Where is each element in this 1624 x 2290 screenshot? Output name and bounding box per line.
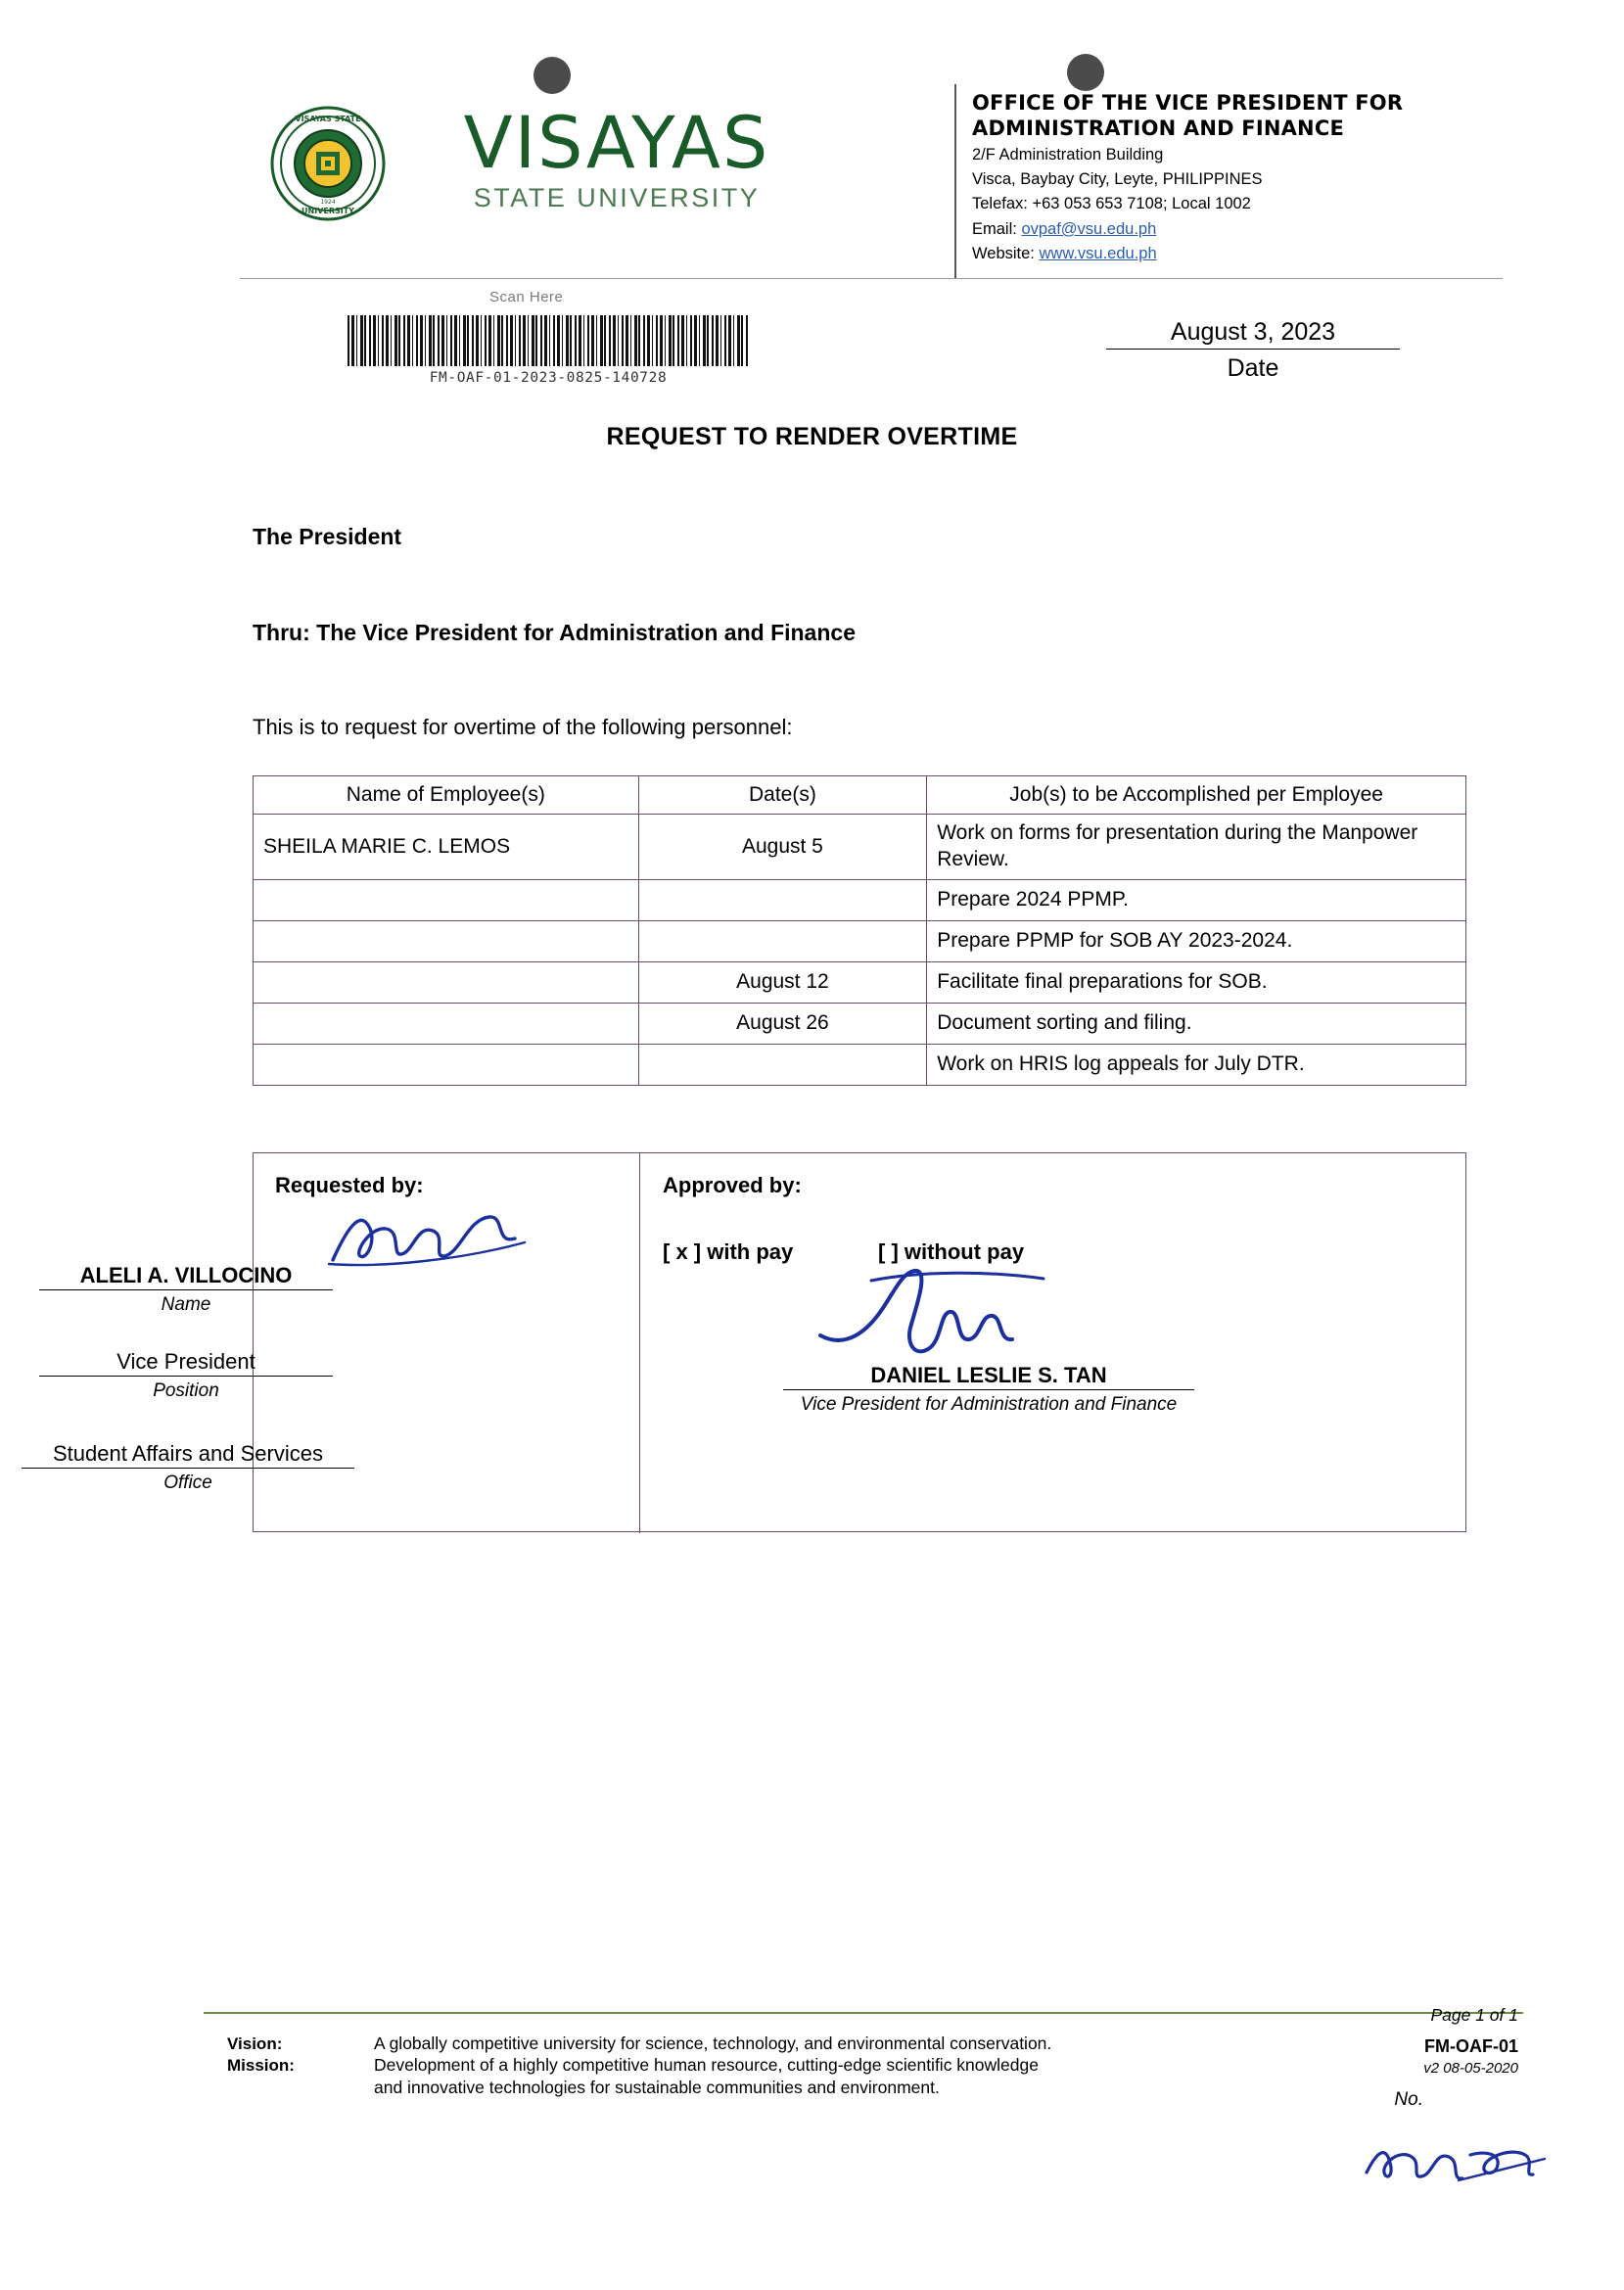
mission-label: Mission: [227, 2056, 295, 2075]
svg-text:UNIVERSITY: UNIVERSITY [302, 207, 354, 215]
table-header-row [254, 776, 1466, 815]
requester-office-caption: Office [163, 1472, 212, 1493]
university-name: VISAYAS [463, 102, 770, 185]
university-subname: STATE UNIVERSITY [473, 183, 761, 212]
requested-by-label: Requested by: [275, 1173, 424, 1197]
control-number-handwritten [1361, 2129, 1547, 2203]
cell-date [638, 879, 927, 920]
signature-block [253, 1152, 1466, 1532]
cell-date [638, 1044, 927, 1085]
cell-job: Facilitate final preparations for SOB. [927, 961, 1466, 1003]
requester-position: Vice President [39, 1349, 333, 1377]
university-seal-logo [270, 106, 386, 221]
addressee-president: The President [253, 524, 402, 549]
cell-employee-name [254, 1044, 639, 1085]
page-title: REQUEST TO RENDER OVERTIME [606, 423, 1018, 450]
cell-job: Prepare PPMP for SOB AY 2023-2024. [927, 920, 1466, 961]
header-horizontal-rule [240, 278, 1503, 279]
mission-text-line1: Development of a highly competitive human resource, cutting-edge scientific knowledge [374, 2055, 1039, 2075]
university-wordmark [411, 102, 822, 213]
vision-text: A globally competitive university for science, technology, and environmental conservation. [374, 2033, 1052, 2053]
requester-office: Student Affairs and Services [22, 1441, 354, 1469]
control-number-label: No. [1394, 2089, 1423, 2110]
document-date-value: August 3, 2023 [1106, 318, 1400, 350]
table-header-job: Job(s) to be Accomplished per Employee [927, 776, 1466, 815]
cell-job: Prepare 2024 PPMP. [927, 879, 1466, 920]
scan-here-label: Scan Here [489, 289, 564, 305]
office-telefax: Telefax: +63 053 653 7108; Local 1002 [972, 195, 1251, 213]
table-row [254, 815, 1466, 880]
page-number: Page 1 of 1 [1430, 2005, 1518, 2025]
approver-name: DANIEL LESLIE S. TAN [783, 1363, 1194, 1390]
cell-employee-name [254, 1003, 639, 1044]
without-pay-checkbox[interactable]: [ ] without pay [878, 1239, 1025, 1264]
cell-date: August 26 [638, 1003, 927, 1044]
signature-block-divider [639, 1153, 640, 1533]
svg-text:VISAYAS STATE: VISAYAS STATE [295, 115, 361, 123]
cell-employee-name [254, 961, 639, 1003]
approved-by-label: Approved by: [663, 1173, 802, 1197]
barcode-image [348, 315, 749, 366]
cell-date: August 12 [638, 961, 927, 1003]
cell-job: Work on HRIS log appeals for July DTR. [927, 1044, 1466, 1085]
office-email-link[interactable]: ovpaf@vsu.edu.ph [1021, 219, 1157, 238]
cell-employee-name: SHEILA MARIE C. LEMOS [254, 815, 639, 880]
requester-name: ALELI A. VILLOCINO [39, 1263, 333, 1290]
intro-paragraph: This is to request for overtime of the following personnel: [253, 715, 793, 739]
form-code: FM-OAF-01 [1424, 2036, 1518, 2056]
header-vertical-rule [954, 84, 956, 278]
requester-name-caption: Name [161, 1294, 211, 1315]
with-pay-checkbox[interactable]: [ x ] with pay [663, 1239, 794, 1264]
office-website-label: Website: [972, 245, 1035, 263]
overtime-table [253, 775, 1466, 1086]
table-row [254, 920, 1466, 961]
cell-employee-name [254, 920, 639, 961]
approver-title: Vice President for Administration and Finance [800, 1394, 1178, 1415]
cell-date: August 5 [638, 815, 927, 880]
form-version: v2 08-05-2020 [1423, 2060, 1518, 2077]
svg-text:1924: 1924 [320, 199, 336, 206]
table-header-name: Name of Employee(s) [254, 776, 639, 815]
requester-position-caption: Position [153, 1380, 219, 1401]
office-address-line2: Visca, Baybay City, Leyte, PHILIPPINES [972, 169, 1263, 188]
office-email-label: Email: [972, 219, 1017, 238]
table-row [254, 1044, 1466, 1085]
table-row [254, 879, 1466, 920]
mission-text [374, 2054, 1255, 2099]
hole-punch-mark-left [534, 57, 571, 94]
office-title-line2: ADMINISTRATION AND FINANCE [972, 117, 1344, 141]
hole-punch-mark-right [1067, 54, 1104, 91]
letterhead [0, 0, 1624, 284]
footer-divider [204, 2012, 1523, 2014]
barcode-number: FM-OAF-01-2023-0825-140728 [429, 370, 668, 386]
table-header-date: Date(s) [638, 776, 927, 815]
addressee-thru: Thru: The Vice President for Administration and Finance [253, 620, 856, 645]
cell-job: Work on forms for presentation during the Manpower Review. [927, 815, 1466, 880]
cell-job: Document sorting and filing. [927, 1003, 1466, 1044]
cell-employee-name [254, 879, 639, 920]
office-website-link[interactable]: www.vsu.edu.ph [1039, 245, 1157, 263]
office-title-line1: OFFICE OF THE VICE PRESIDENT FOR [972, 91, 1404, 115]
table-row [254, 1003, 1466, 1044]
cell-date [638, 920, 927, 961]
document-date-label: Date [1227, 354, 1279, 382]
office-address-line1: 2/F Administration Building [972, 145, 1164, 164]
mission-text-line2: and innovative technologies for sustainable communities and environment. [374, 2078, 940, 2098]
vision-label: Vision: [227, 2034, 283, 2053]
office-block [972, 90, 1520, 266]
table-row [254, 961, 1466, 1003]
